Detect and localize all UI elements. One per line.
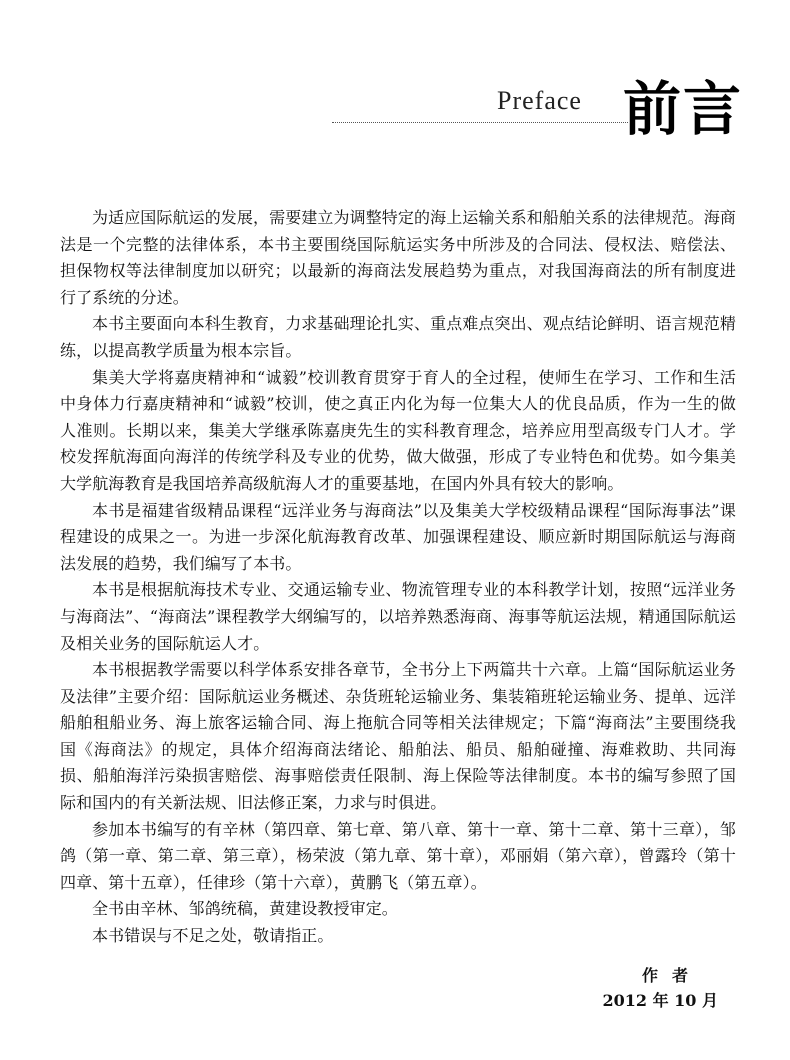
paragraph-8: 全书由辛林、邹鸽统稿，黄建设教授审定。 <box>92 899 398 919</box>
signature-block <box>560 964 740 1014</box>
paragraph-2: 本书主要面向本科生教育，力求基础理论扎实、重点难点突出、观点结论鲜明、语言规范精练，以提高教学质量为根本宗旨。 <box>60 314 737 360</box>
paragraph-1: 为适应国际航运的发展，需要建立为调整特定的海上运输关系和船舶关系的法律规范。海商法是一个完整的法律体系，本书主要围绕国际航运实务中所涉及的合同法、侵权法、赔偿法、担保物权等法律制度加以研究；以最新的海商法发展趋势为重点，对我国海商法的所有制度进行了系统的分述。 <box>60 208 737 307</box>
paragraph-5: 本书是根据航海技术专业、交通运输专业、物流管理专业的本科教学计划，按照“远洋业务与海商法”、“海商法”课程教学大纲编写的，以培养熟悉海商、海事等航运法规，精通国际航运及相关业务的国际航运人才。 <box>60 580 736 653</box>
paragraph-7: 参加本书编写的有辛林（第四章、第七章、第八章、第十一章、第十二章、第十三章），邹鸽（第一章、第二章、第三章），杨荣波（第九章、第十章），邓丽娟（第六章），曾露玲（第十四章、第十五章），任律珍（第十六章），黄鹏飞（第五章）。 <box>60 819 736 892</box>
signature-author: 作者 <box>641 966 702 985</box>
page-header <box>0 0 790 160</box>
header-english-title: Preface <box>497 86 582 115</box>
paragraph-3: 集美大学将嘉庚精神和“诚毅”校训教育贯穿于育人的全过程，使师生在学习、工作和生活中身体力行嘉庚精神和“诚毅”校训，使之真正内化为每一位集大人的优良品质，作为一生的做人准则。长期以来，集美大学继承陈嘉庚先生的实科教育理念，培养应用型高级专门人才。学校发挥航海面向海洋的传统学科及专业的优势，做大做强，形成了专业特色和优势。如今集美大学航海教育是我国培养高级航海人才的重要基地，在国内外具有较大的影响。 <box>60 367 736 493</box>
preface-body <box>60 205 736 950</box>
paragraph-9: 本书错误与不足之处，敬请指正。 <box>92 926 334 946</box>
header-chinese-title: 前言 <box>623 75 744 143</box>
signature-date: 2012 年 10 月 <box>602 991 718 1010</box>
paragraph-6: 本书根据教学需要以科学体系安排各章节，全书分上下两篇共十六章。上篇“国际航运业务及法律”主要介绍：国际航运业务概述、杂货班轮运输业务、集装箱班轮运输业务、提单、远洋船舶租船业务、海上旅客运输合同、海上拖航合同等相关法律规定；下篇“海商法”主要围绕我国《海商法》的规定，具体介绍海商法绪论、船舶法、船员、船舶碰撞、海难救助、共同海损、船舶海洋污染损害赔偿、海事赔偿责任限制、海上保险等法律制度。本书的编写参照了国际和国内的有关新法规、旧法修正案，力求与时俱进。 <box>60 660 736 813</box>
paragraph-4: 本书是福建省级精品课程“远洋业务与海商法”以及集美大学校级精品课程“国际海事法”课程建设的成果之一。为进一步深化航海教育改革、加强课程建设、顺应新时期国际航运与海商法发展的趋势，我们编写了本书。 <box>60 500 736 573</box>
header-dotted-rule <box>332 122 628 123</box>
